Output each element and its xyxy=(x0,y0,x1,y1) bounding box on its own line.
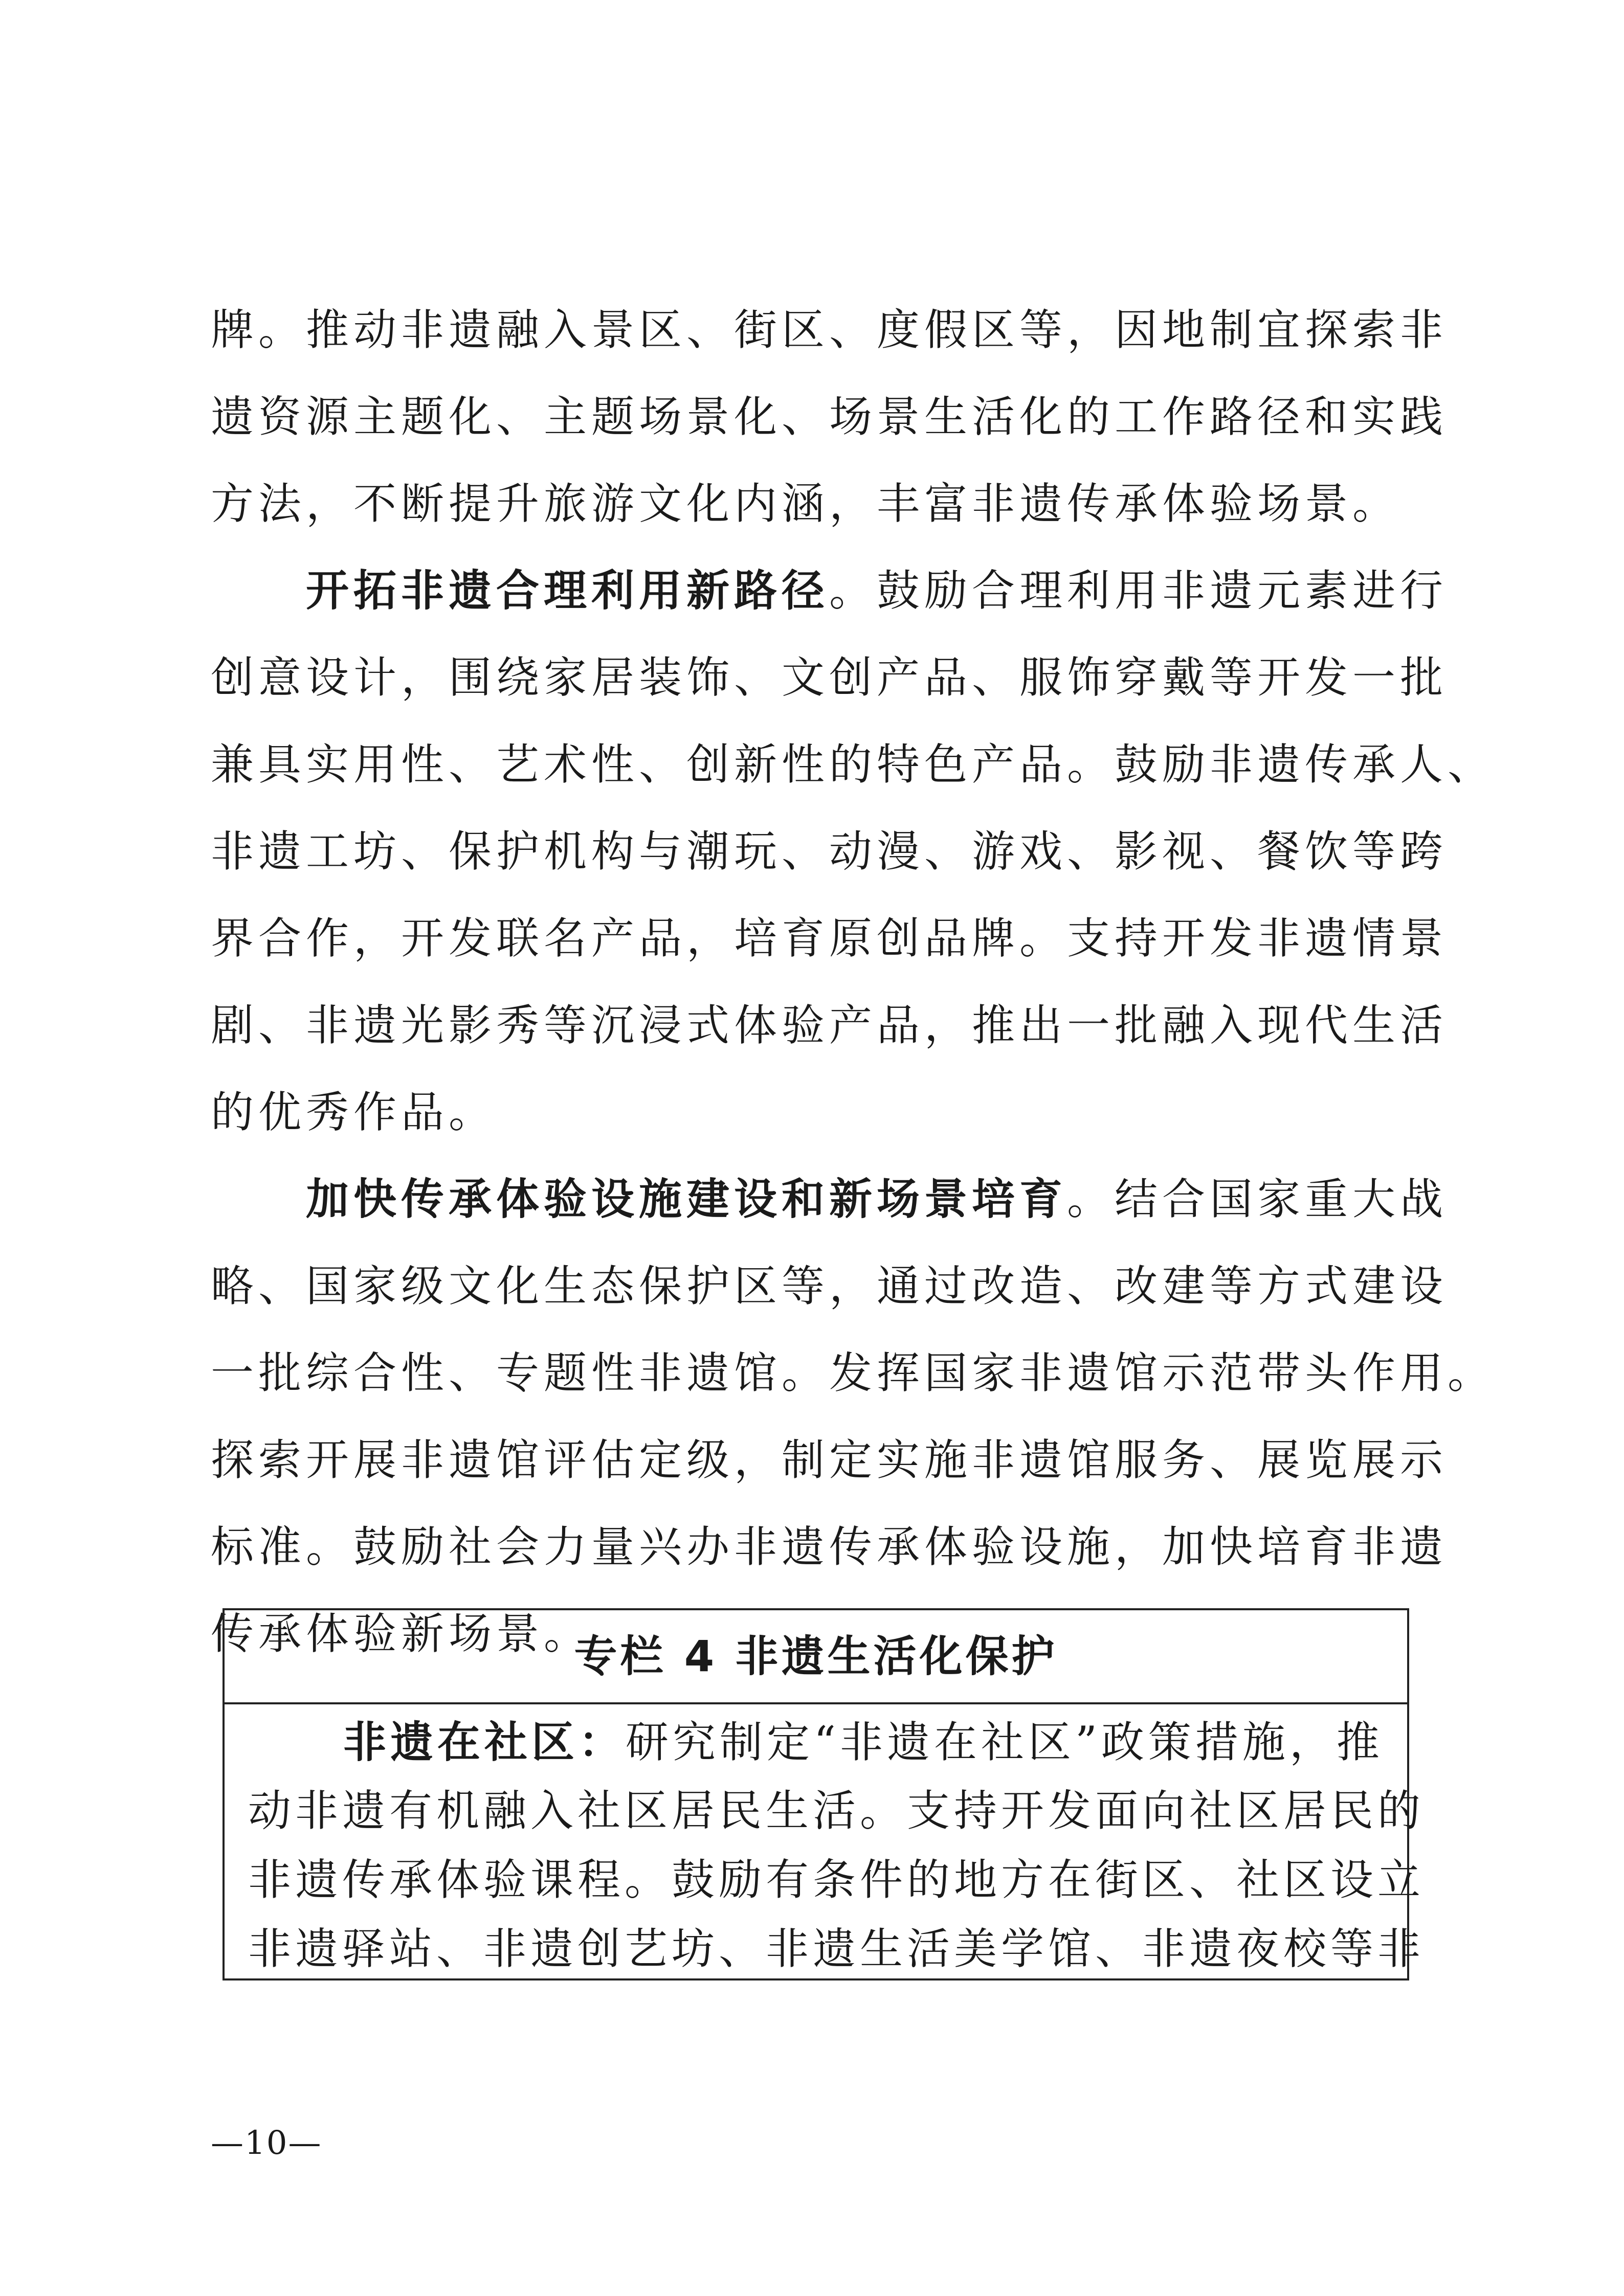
column-line-4: 非遗驿站、非遗创艺坊、非遗生活美学馆、非遗夜校等非 xyxy=(248,1924,1425,1974)
column-box xyxy=(223,1608,1425,1980)
column-content xyxy=(225,1704,1425,1984)
column-first-line-rest: 研究制定“非遗在社区”政策措施，推 xyxy=(626,1717,1384,1767)
paragraph-3-line-5: 标准。鼓励社会力量兴办非遗传承体验设施，加快培育非遗 xyxy=(211,1522,1448,1572)
paragraph-2-first-line-rest: 。鼓励合理利用非遗元素进行 xyxy=(829,566,1448,616)
column-title: 专栏 4 非遗生活化保护 xyxy=(225,1610,1407,1704)
paragraph-3-line-3: 一批综合性、专题性非遗馆。发挥国家非遗馆示范带头作用。 xyxy=(211,1348,1496,1398)
paragraph-3-line-4: 探索开展非遗馆评估定级，制定实施非遗馆服务、展览展示 xyxy=(211,1435,1448,1485)
paragraph-2-line-3: 兼具实用性、艺术性、创新性的特色产品。鼓励非遗传承人、 xyxy=(211,739,1496,790)
paragraph-1-line-2: 遗资源主题化、主题场景化、场景生活化的工作路径和实践 xyxy=(211,392,1448,442)
paragraph-2-line-6: 剧、非遗光影秀等沉浸式体验产品，推出一批融入现代生活 xyxy=(211,1000,1448,1050)
paragraph-2-heading: 开拓非遗合理利用新路径 xyxy=(306,565,830,616)
paragraph-3-line-1 xyxy=(211,1156,1448,1243)
column-line-1 xyxy=(248,1707,1407,1776)
paragraph-1-line-3: 方法，不断提升旅游文化内涵，丰富非遗传承体验场景。 xyxy=(211,479,1400,529)
paragraph-1-line-1: 牌。推动非遗融入景区、街区、度假区等，因地制宜探索非 xyxy=(211,305,1448,355)
body-text xyxy=(211,286,1496,1677)
paragraph-3-heading: 加快传承体验设施建设和新场景培育 xyxy=(306,1174,1067,1224)
paragraph-3-line-6: 传承体验新场景。 xyxy=(211,1609,592,1659)
paragraph-2-line-2: 创意设计，围绕家居装饰、文创产品、服饰穿戴等开发一批 xyxy=(211,652,1448,703)
column-heading: 非遗在社区： xyxy=(343,1717,626,1767)
paragraph-2-line-7: 的优秀作品。 xyxy=(211,1087,497,1137)
page-number: —10— xyxy=(211,2124,322,2162)
paragraph-2-line-5: 界合作，开发联名产品，培育原创品牌。支持开发非遗情景 xyxy=(211,913,1448,963)
column-line-3: 非遗传承体验课程。鼓励有条件的地方在街区、社区设立 xyxy=(248,1855,1425,1905)
paragraph-2-line-1 xyxy=(211,547,1448,634)
paragraph-3-first-line-rest: 。结合国家重大战 xyxy=(1067,1174,1448,1224)
paragraph-3-line-2: 略、国家级文化生态保护区等，通过改造、改建等方式建设 xyxy=(211,1261,1448,1311)
column-line-2: 动非遗有机融入社区居民生活。支持开发面向社区居民的 xyxy=(248,1786,1425,1836)
paragraph-2-line-4: 非遗工坊、保护机构与潮玩、动漫、游戏、影视、餐饮等跨 xyxy=(211,826,1448,876)
